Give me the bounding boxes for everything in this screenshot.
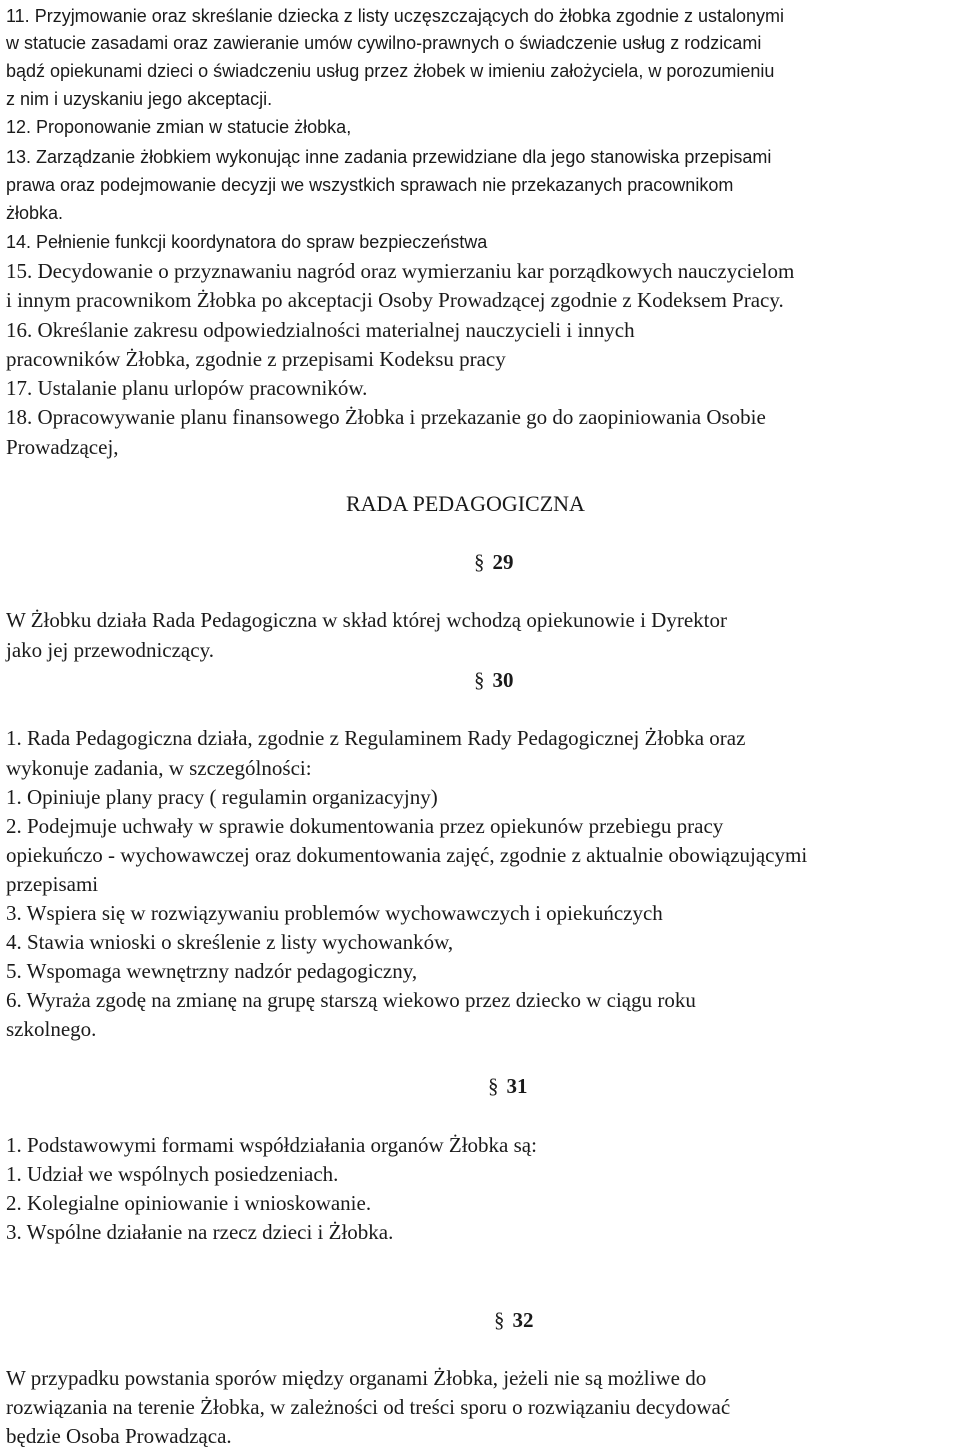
section-sign-icon: §: [488, 1074, 499, 1098]
list-item-12: 12. Proponowanie zmian w statucie żłobka,: [6, 117, 352, 137]
paragraph-30-line-2: wykonuje zadania, w szczególności:: [6, 756, 312, 780]
paragraph-number: 32: [512, 1308, 534, 1332]
paragraph-heading-30: [474, 667, 514, 693]
paragraph-number: 29: [492, 550, 514, 574]
paragraph-30-item-2-line-2: opiekuńczo - wychowawczej oraz dokumentowania zajęć, zgodnie z aktualnie obowiązującymi: [6, 843, 808, 867]
list-item-18-line-2: Prowadzącej,: [6, 435, 119, 459]
paragraph-30-item-2-line-3: przepisami: [6, 872, 99, 896]
paragraph-32-line-1: W przypadku powstania sporów między organami Żłobka, jeżeli nie są możliwe do: [6, 1366, 707, 1390]
paragraph-number: 31: [506, 1074, 528, 1098]
list-item-14: 14. Pełnienie funkcji koordynatora do spraw bezpieczeństwa: [6, 232, 488, 252]
list-item-11-line-1: 11. Przyjmowanie oraz skreślanie dziecka z listy uczęszczających do żłobka zgodnie z ustalonymi: [6, 6, 785, 26]
list-item-17: 17. Ustalanie planu urlopów pracowników.: [6, 376, 368, 400]
paragraph-heading-31: [488, 1073, 528, 1099]
paragraph-30-item-6-line-2: szkolnego.: [6, 1017, 97, 1041]
paragraph-number: 30: [492, 668, 514, 692]
list-item-11-line-4: z nim i uzyskaniu jego akceptacji.: [6, 89, 273, 109]
paragraph-32-line-2: rozwiązania na terenie Żłobka, w zależności od treści sporu o rozwiązaniu decydować: [6, 1395, 731, 1419]
list-item-15-line-2: i innym pracownikom Żłobka po akceptacji Osoby Prowadzącej zgodnie z Kodeksem Pracy.: [6, 288, 784, 312]
paragraph-29-line-2: jako jej przewodniczący.: [6, 638, 214, 662]
paragraph-30-item-1: 1. Opiniuje plany pracy ( regulamin organizacyjny): [6, 785, 438, 809]
paragraph-31-line-1: 1. Podstawowymi formami współdziałania organów Żłobka są:: [6, 1133, 537, 1157]
paragraph-30-line-1: 1. Rada Pedagogiczna działa, zgodnie z Regulaminem Rady Pedagogicznej Żłobka oraz: [6, 726, 746, 750]
section-sign-icon: §: [474, 668, 485, 692]
paragraph-31-item-1: 1. Udział we wspólnych posiedzeniach.: [6, 1162, 339, 1186]
paragraph-30-item-4: 4. Stawia wnioski o skreślenie z listy wychowanków,: [6, 930, 454, 954]
paragraph-29-line-1: W Żłobku działa Rada Pedagogiczna w skład której wchodzą opiekunowie i Dyrektor: [6, 608, 727, 632]
paragraph-32-line-3: będzie Osoba Prowadząca.: [6, 1424, 232, 1448]
section-sign-icon: §: [494, 1308, 505, 1332]
section-heading: RADA PEDAGOGICZNA: [346, 491, 585, 516]
section-sign-icon: §: [474, 550, 485, 574]
paragraph-30-item-5: 5. Wspomaga wewnętrzny nadzór pedagogiczny,: [6, 959, 418, 983]
paragraph-30-item-3: 3. Wspiera się w rozwiązywaniu problemów wychowawczych i opiekuńczych: [6, 901, 663, 925]
list-item-15-line-1: 15. Decydowanie o przyznawaniu nagród oraz wymierzaniu kar porządkowych nauczycielom: [6, 259, 795, 283]
paragraph-31-item-2: 2. Kolegialne opiniowanie i wnioskowanie.: [6, 1191, 372, 1215]
paragraph-heading-29: [474, 549, 514, 575]
list-item-16-line-2: pracowników Żłobka, zgodnie z przepisami Kodeksu pracy: [6, 347, 506, 371]
list-item-18-line-1: 18. Opracowywanie planu finansowego Żłobka i przekazanie go do zaopiniowania Osobie: [6, 405, 766, 429]
list-item-16-line-1: 16. Określanie zakresu odpowiedzialności materialnej nauczycieli i innych: [6, 318, 635, 342]
list-item-13-line-2: prawa oraz podejmowanie decyzji we wszystkich sprawach nie przekazanych pracownikom: [6, 175, 734, 195]
list-item-11-line-2: w statucie zasadami oraz zawieranie umów cywilno-prawnych o świadczenie usług z rodzicami: [6, 33, 762, 53]
list-item-13-line-3: żłobka.: [6, 203, 64, 223]
list-item-11-line-3: bądź opiekunami dzieci o świadczeniu usług przez żłobek w imieniu założyciela, w porozumieniu: [6, 61, 775, 81]
list-item-13-line-1: 13. Zarządzanie żłobkiem wykonując inne zadania przewidziane dla jego stanowiska przepisami: [6, 147, 772, 167]
paragraph-31-item-3: 3. Wspólne działanie na rzecz dzieci i Żłobka.: [6, 1220, 394, 1244]
paragraph-heading-32: [494, 1307, 534, 1333]
paragraph-30-item-2-line-1: 2. Podejmuje uchwały w sprawie dokumentowania przez opiekunów przebiegu pracy: [6, 814, 724, 838]
paragraph-30-item-6-line-1: 6. Wyraża zgodę na zmianę na grupę starszą wiekowo przez dziecko w ciągu roku: [6, 988, 696, 1012]
